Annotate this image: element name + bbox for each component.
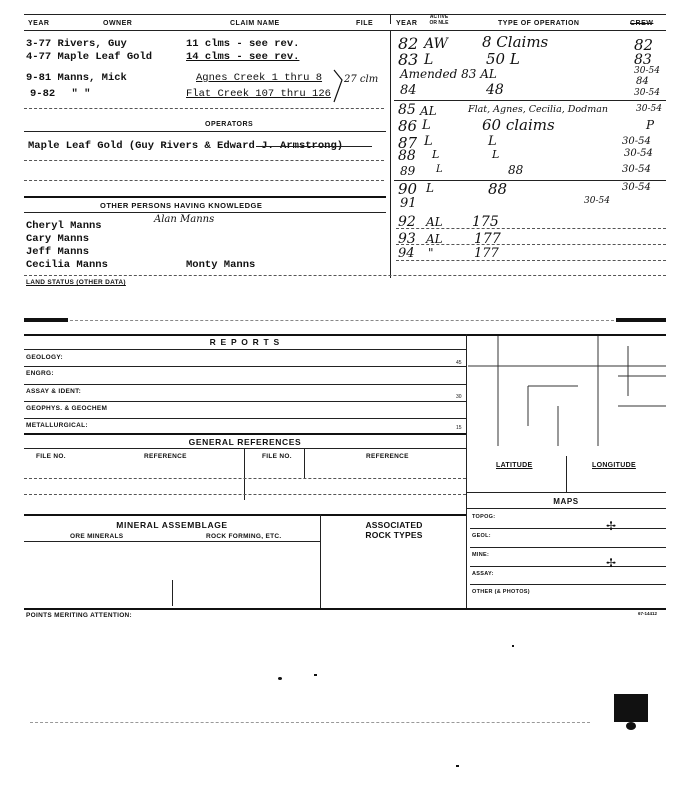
report-metallurgical: METALLURGICAL: [26,422,88,429]
header-divider [390,14,391,24]
mineral-sub-divider [172,580,173,606]
hw-year: 82 [398,34,419,53]
heavy-bar [24,318,68,322]
hw-crew: 83 [634,52,652,68]
hw-active: L [432,148,440,161]
report-assay: ASSAY & IDENT: [26,388,82,395]
map-mine: MINE: [472,552,490,558]
report-engrg: ENGRG: [26,370,54,377]
hw-type: 60 claims [482,116,555,134]
hw-crew: 30-54 [636,104,662,114]
rock-types-label: ROCK TYPES [365,530,423,540]
owner-row [26,51,152,64]
report-row-rule [24,418,466,419]
report-geophys: GEOPHYS. & GEOCHEM [26,405,108,412]
owner-year: 4-77 [26,51,52,63]
ref-col-file: FILE NO. [36,453,66,460]
row-leader [24,160,384,161]
owner-header: OWNER [103,20,133,27]
claim-cell: Agnes Creek 1 thru 8 [196,72,323,84]
maps-rule [466,508,666,509]
latitude-label: LATITUDE [496,462,533,469]
hw-type: L [492,148,500,161]
crew-header: CREW [630,20,654,27]
general-references-title: GENERAL REFERENCES [188,437,302,447]
mineral-divider [320,514,321,610]
coord-divider [566,456,567,492]
header-rule [24,30,666,31]
land-status-label: LAND STATUS (OTHER DATA) [26,279,126,286]
row-rule [394,100,666,101]
person-name: Monty Manns [186,259,256,271]
row-leader [24,275,666,276]
hw-year: 85 [398,102,416,118]
points-meriting-attention: POINTS MERITING ATTENTION: [26,612,133,619]
mineral-rule [24,541,320,542]
ref-col-divider [304,448,305,478]
hw-active: AL [426,232,443,246]
reports-title: R E P O R T S [209,337,281,347]
ref-col-file: FILE NO. [262,453,292,460]
report-row-rule [24,366,466,367]
form-code: 67-14412 [638,611,658,616]
row-leader [24,478,466,479]
other-persons-label: OTHER PERSONS HAVING KNOWLEDGE [100,201,263,210]
hw-active: AW [424,36,448,52]
owner-row [30,88,90,101]
hw-crew: 30-54 [634,66,660,76]
or-nle-label: OR NLE [429,20,449,26]
active-label: ACTIVE [429,14,449,20]
section-rule [24,196,386,198]
person-name: Cecilia Manns [26,259,108,271]
claim-cell: 11 clms - see rev. [186,38,300,50]
map-topog: TOPOG: [472,514,496,520]
maps-top-rule [466,492,666,493]
longitude-label: LONGITUDE [592,462,636,469]
hw-type: L [488,134,497,149]
report-row-rule [24,401,466,402]
row-leader [396,244,666,245]
owner-year: 3-77 [26,38,52,50]
hw-year: 94 [398,246,415,261]
scan-dash [30,722,590,723]
active-header [426,14,452,26]
bottom-rule [24,608,666,610]
history-divider [390,30,391,278]
hw-crew: 82 [634,36,654,54]
row-leader [24,108,384,109]
hw-year: 83 [398,50,419,69]
bracket-note: 27 clm [344,74,379,85]
heavy-bar [616,318,666,322]
row-leader [396,260,666,261]
hw-crew: 30-54 [634,88,660,98]
hw-crew: P [646,118,655,132]
year-header: YEAR [28,20,50,27]
map-mark-icon: ✢ [606,519,617,533]
strike-line [256,146,372,147]
handwritten-person: Alan Manns [154,214,215,225]
hw-year: 87 [398,134,418,152]
map-row-rule [470,528,666,529]
associated-label: ASSOCIATED [365,520,423,530]
map-row-rule [470,566,666,567]
hw-year: 89 [400,164,416,178]
claim-cell: Flat Creek 107 thru 126 [186,88,331,100]
map-mark-icon: ✢ [606,556,617,570]
mineral-assemblage-title: MINERAL ASSEMBLAGE [116,520,228,530]
hw-active: L [422,118,431,133]
map-row-rule [470,547,666,548]
hw-year: 86 [398,117,418,135]
ref-bottom-rule [24,514,466,516]
hw-active: L [436,164,443,175]
owner-year: 9-81 [26,72,52,84]
claim-cell: 14 clms - see rev. [186,51,300,63]
hw-crew: 30-54 [622,182,651,193]
hw-active: L [426,181,434,195]
hw-crew: 30-54 [622,136,651,147]
row-rule [394,180,666,181]
general-references-rule [24,448,466,449]
hw-crew: 30-54 [622,164,651,175]
file-header: FILE [356,20,374,27]
hw-type: 177 [474,231,501,247]
row-leader [70,320,614,321]
owner-row [26,72,127,85]
scan-speck [456,765,459,767]
hw-active: AL [426,215,443,229]
hw-type: 8 Claims [482,33,549,51]
report-tick: 15 [456,425,462,431]
operators-rule [24,131,386,132]
row-leader [24,494,466,495]
associated-rock-types [352,520,436,540]
ref-col-divider [244,448,245,500]
owner-name: Rivers, Guy [57,38,127,50]
hw-type: Flat, Agnes, Cecilia, Dodman [468,104,608,115]
location-grid [468,336,666,456]
ore-minerals-label: ORE MINERALS [70,533,124,540]
person-name: Jeff Manns [26,246,90,258]
hw-active: AL [420,104,437,118]
row-leader [24,180,384,181]
operators-text: Maple Leaf Gold (Guy Rivers & Edward J. Armstrong) [28,140,344,152]
owner-name: Manns, Mick [57,72,127,84]
ref-col-reference: REFERENCE [144,453,187,460]
scan-artifact [614,694,648,722]
map-assay: ASSAY: [472,571,494,577]
map-other: OTHER (& PHOTOS) [472,589,530,595]
hw-type: Amended 83 AL [400,67,497,81]
hw-year: 91 [400,196,417,211]
hw-crew: 84 [636,76,649,87]
other-persons-rule [24,212,386,213]
hw-year: 93 [398,231,416,247]
hw-type: 50 L [486,50,520,68]
hw-crew: 30-54 [624,148,653,159]
ref-col-reference: REFERENCE [366,453,409,460]
rock-forming-label: ROCK FORMING, ETC. [206,533,282,540]
hw-year: 84 [400,83,417,98]
row-leader [396,228,666,229]
owner-row [26,38,127,51]
year2-header: YEAR [396,20,418,27]
hw-type: 48 [486,82,504,98]
hw-active: L [424,134,433,149]
scan-speck [278,677,282,680]
map-geol: GEOL: [472,533,491,539]
owner-name: " " [71,88,91,100]
top-rule [24,14,666,15]
type-of-operation-header: TYPE OF OPERATION [498,20,580,27]
hw-year: 88 [398,148,416,164]
operators-label: OPERATORS [205,121,254,128]
report-tick: 30 [456,394,462,400]
report-tick: 45 [456,360,462,366]
hw-year: 92 [398,214,416,230]
hw-active: " [428,246,434,260]
report-geology: GEOLOGY: [26,354,63,361]
claim-name-header: CLAIM NAME [230,20,280,27]
hw-crew: 30-54 [584,196,610,206]
hw-type: 175 [472,214,499,230]
report-bottom-rule [24,433,466,435]
owner-name: Maple Leaf Gold [57,51,153,63]
right-panel-divider [466,334,467,610]
hw-type: 88 [488,180,508,198]
report-row-rule [24,384,466,385]
scan-speck [314,674,317,676]
hw-year: 90 [398,180,418,198]
maps-title: MAPS [553,497,579,506]
scan-speck [512,645,514,647]
hw-type: 88 [508,163,524,177]
person-name: Cary Manns [26,233,90,245]
hw-active: L [424,52,434,68]
person-name: Cheryl Manns [26,220,102,232]
owner-year: 9-82 [30,88,56,100]
reports-rule [24,349,466,350]
hw-type: 177 [474,246,499,261]
map-row-rule [470,584,666,585]
scan-artifact [626,722,636,730]
